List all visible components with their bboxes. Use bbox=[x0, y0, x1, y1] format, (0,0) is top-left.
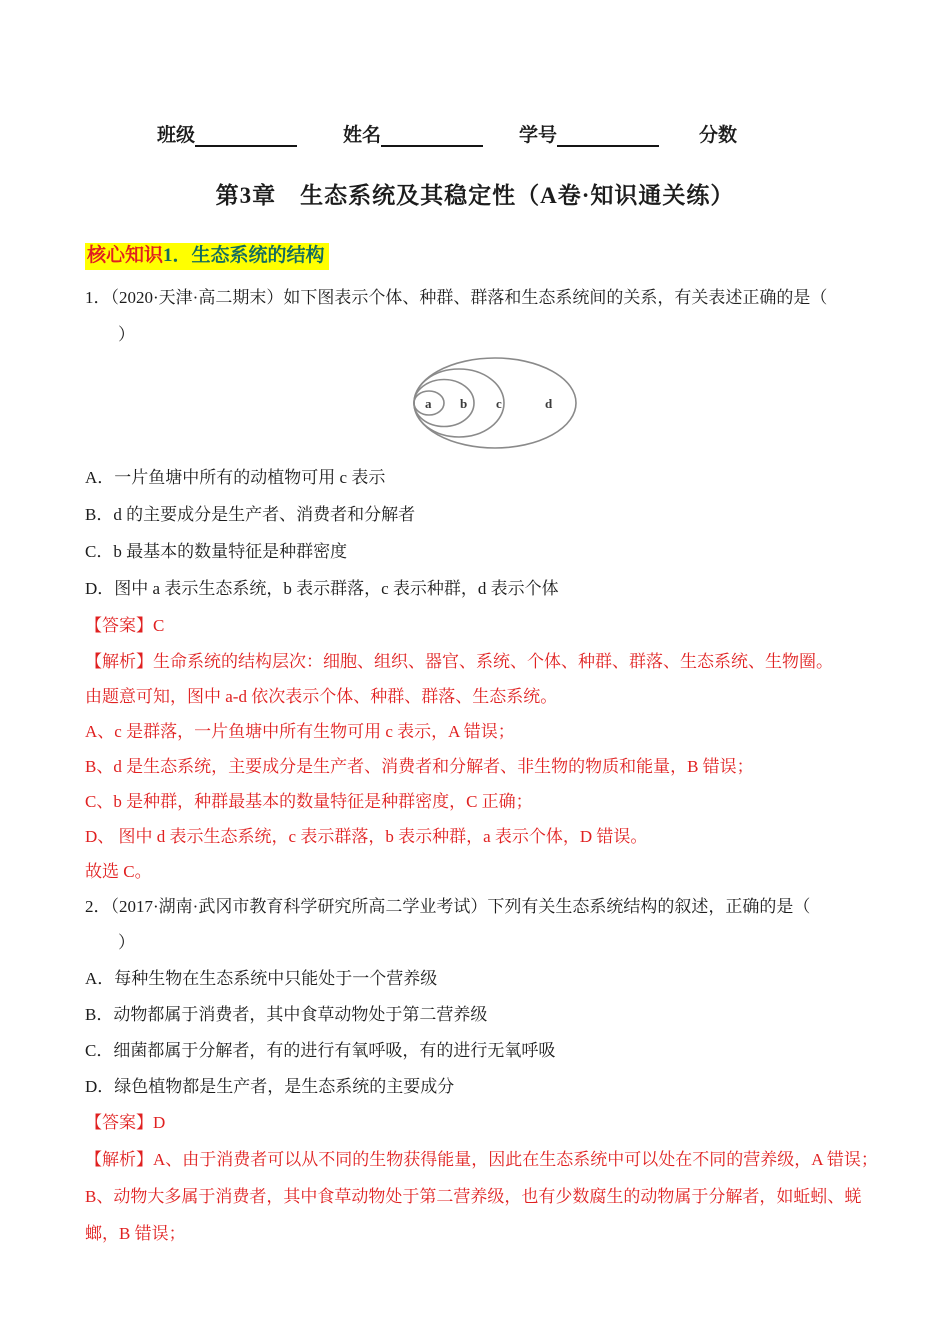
class-label: 班级 bbox=[157, 125, 196, 146]
analysis-line: 【解析】A、由于消费者可以从不同的生物获得能量，因此在生态系统中可以处在不同的营养级，A 错误； bbox=[85, 1150, 878, 1169]
question-2-stem: 2．（2017·湖南·武冈市教育科学研究所高二学业考试）下列有关生态系统结构的叙述，正确的是（ bbox=[85, 897, 811, 916]
question-2-options bbox=[85, 961, 865, 1105]
class-blank-line bbox=[195, 125, 297, 147]
question-1-option-b: B．d 的主要成分是生产者、消费者和分解者 bbox=[85, 505, 416, 524]
question-1-stem: 1．（2020·天津·高二期末）如下图表示个体、种群、群落和生态系统间的关系，有关表述正确的是（ bbox=[85, 288, 828, 307]
question-1-option-c: C．b 最基本的数量特征是种群密度 bbox=[85, 542, 348, 561]
section-heading-title: 1．生态系统的结构 bbox=[163, 245, 325, 266]
analysis-line: 螂，B 错误； bbox=[85, 1224, 186, 1243]
analysis-line: B、d 是生态系统，主要成分是生产者、消费者和分解者、非生物的物质和能量，B 错误； bbox=[85, 757, 754, 776]
question-2-analysis bbox=[85, 1141, 878, 1252]
question-2-option-a: A．每种生物在生态系统中只能处于一个营养级 bbox=[85, 969, 438, 988]
page-content bbox=[0, 120, 950, 1252]
question-2 bbox=[85, 889, 878, 1252]
question-2-option-d: D．绿色植物都是生产者，是生态系统的主要成分 bbox=[85, 1077, 455, 1096]
analysis-line: C、b 是种群，种群最基本的数量特征是种群密度，C 正确； bbox=[85, 792, 533, 811]
name-blank-line bbox=[381, 125, 483, 147]
section-heading-highlight bbox=[85, 243, 329, 270]
name-label: 姓名 bbox=[343, 125, 382, 146]
analysis-line: D、 图中 d 表示生态系统，c 表示群落，b 表示种群，a 表示个体，D 错误。 bbox=[85, 827, 648, 846]
question-1-analysis bbox=[85, 644, 865, 889]
section-heading-prefix: 核心知识 bbox=[87, 245, 164, 266]
nested-ellipses-diagram bbox=[408, 355, 865, 451]
ellipse-label-d: d bbox=[545, 396, 553, 411]
ellipse-label-a: a bbox=[425, 396, 432, 411]
analysis-line: A、c 是群落，一片鱼塘中所有生物可用 c 表示，A 错误； bbox=[85, 722, 515, 741]
question-2-option-c: C．细菌都属于分解者，有的进行有氧呼吸，有的进行无氧呼吸 bbox=[85, 1041, 556, 1060]
page-title: 第3章 生态系统及其稳定性（A卷·知识通关练） bbox=[215, 183, 735, 208]
question-2-option-b: B．动物都属于消费者，其中食草动物处于第二营养级 bbox=[85, 1005, 488, 1024]
analysis-line: B、动物大多属于消费者，其中食草动物处于第二营养级，也有少数腐生的动物属于分解者，如蚯蚓、蜣 bbox=[85, 1187, 862, 1206]
question-1 bbox=[85, 279, 865, 889]
student-info-header bbox=[157, 120, 865, 147]
venn-diagram-svg bbox=[408, 355, 583, 451]
question-1-option-a: A．一片鱼塘中所有的动植物可用 c 表示 bbox=[85, 468, 386, 487]
analysis-line: 【解析】生命系统的结构层次：细胞、组织、器官、系统、个体、种群、群落、生态系统、生物圈。 bbox=[85, 652, 833, 671]
question-2-stem-continuation: ） bbox=[118, 933, 135, 952]
ellipse-label-b: b bbox=[460, 396, 468, 411]
question-2-answer: 【答案】D bbox=[85, 1113, 166, 1132]
question-1-options bbox=[85, 459, 865, 607]
score-label: 分数 bbox=[699, 125, 738, 146]
student-id-label: 学号 bbox=[519, 125, 558, 146]
analysis-line: 故选 C。 bbox=[85, 862, 152, 881]
question-1-option-d: D．图中 a 表示生态系统，b 表示群落，c 表示种群，d 表示个体 bbox=[85, 579, 559, 598]
section-heading-row bbox=[85, 243, 865, 270]
question-1-answer: 【答案】C bbox=[85, 616, 165, 635]
analysis-line: 由题意可知，图中 a-d 依次表示个体、种群、群落、生态系统。 bbox=[85, 687, 558, 706]
ellipse-label-c: c bbox=[496, 396, 502, 411]
student-id-blank-line bbox=[557, 125, 659, 147]
question-1-stem-continuation: ） bbox=[118, 325, 135, 344]
